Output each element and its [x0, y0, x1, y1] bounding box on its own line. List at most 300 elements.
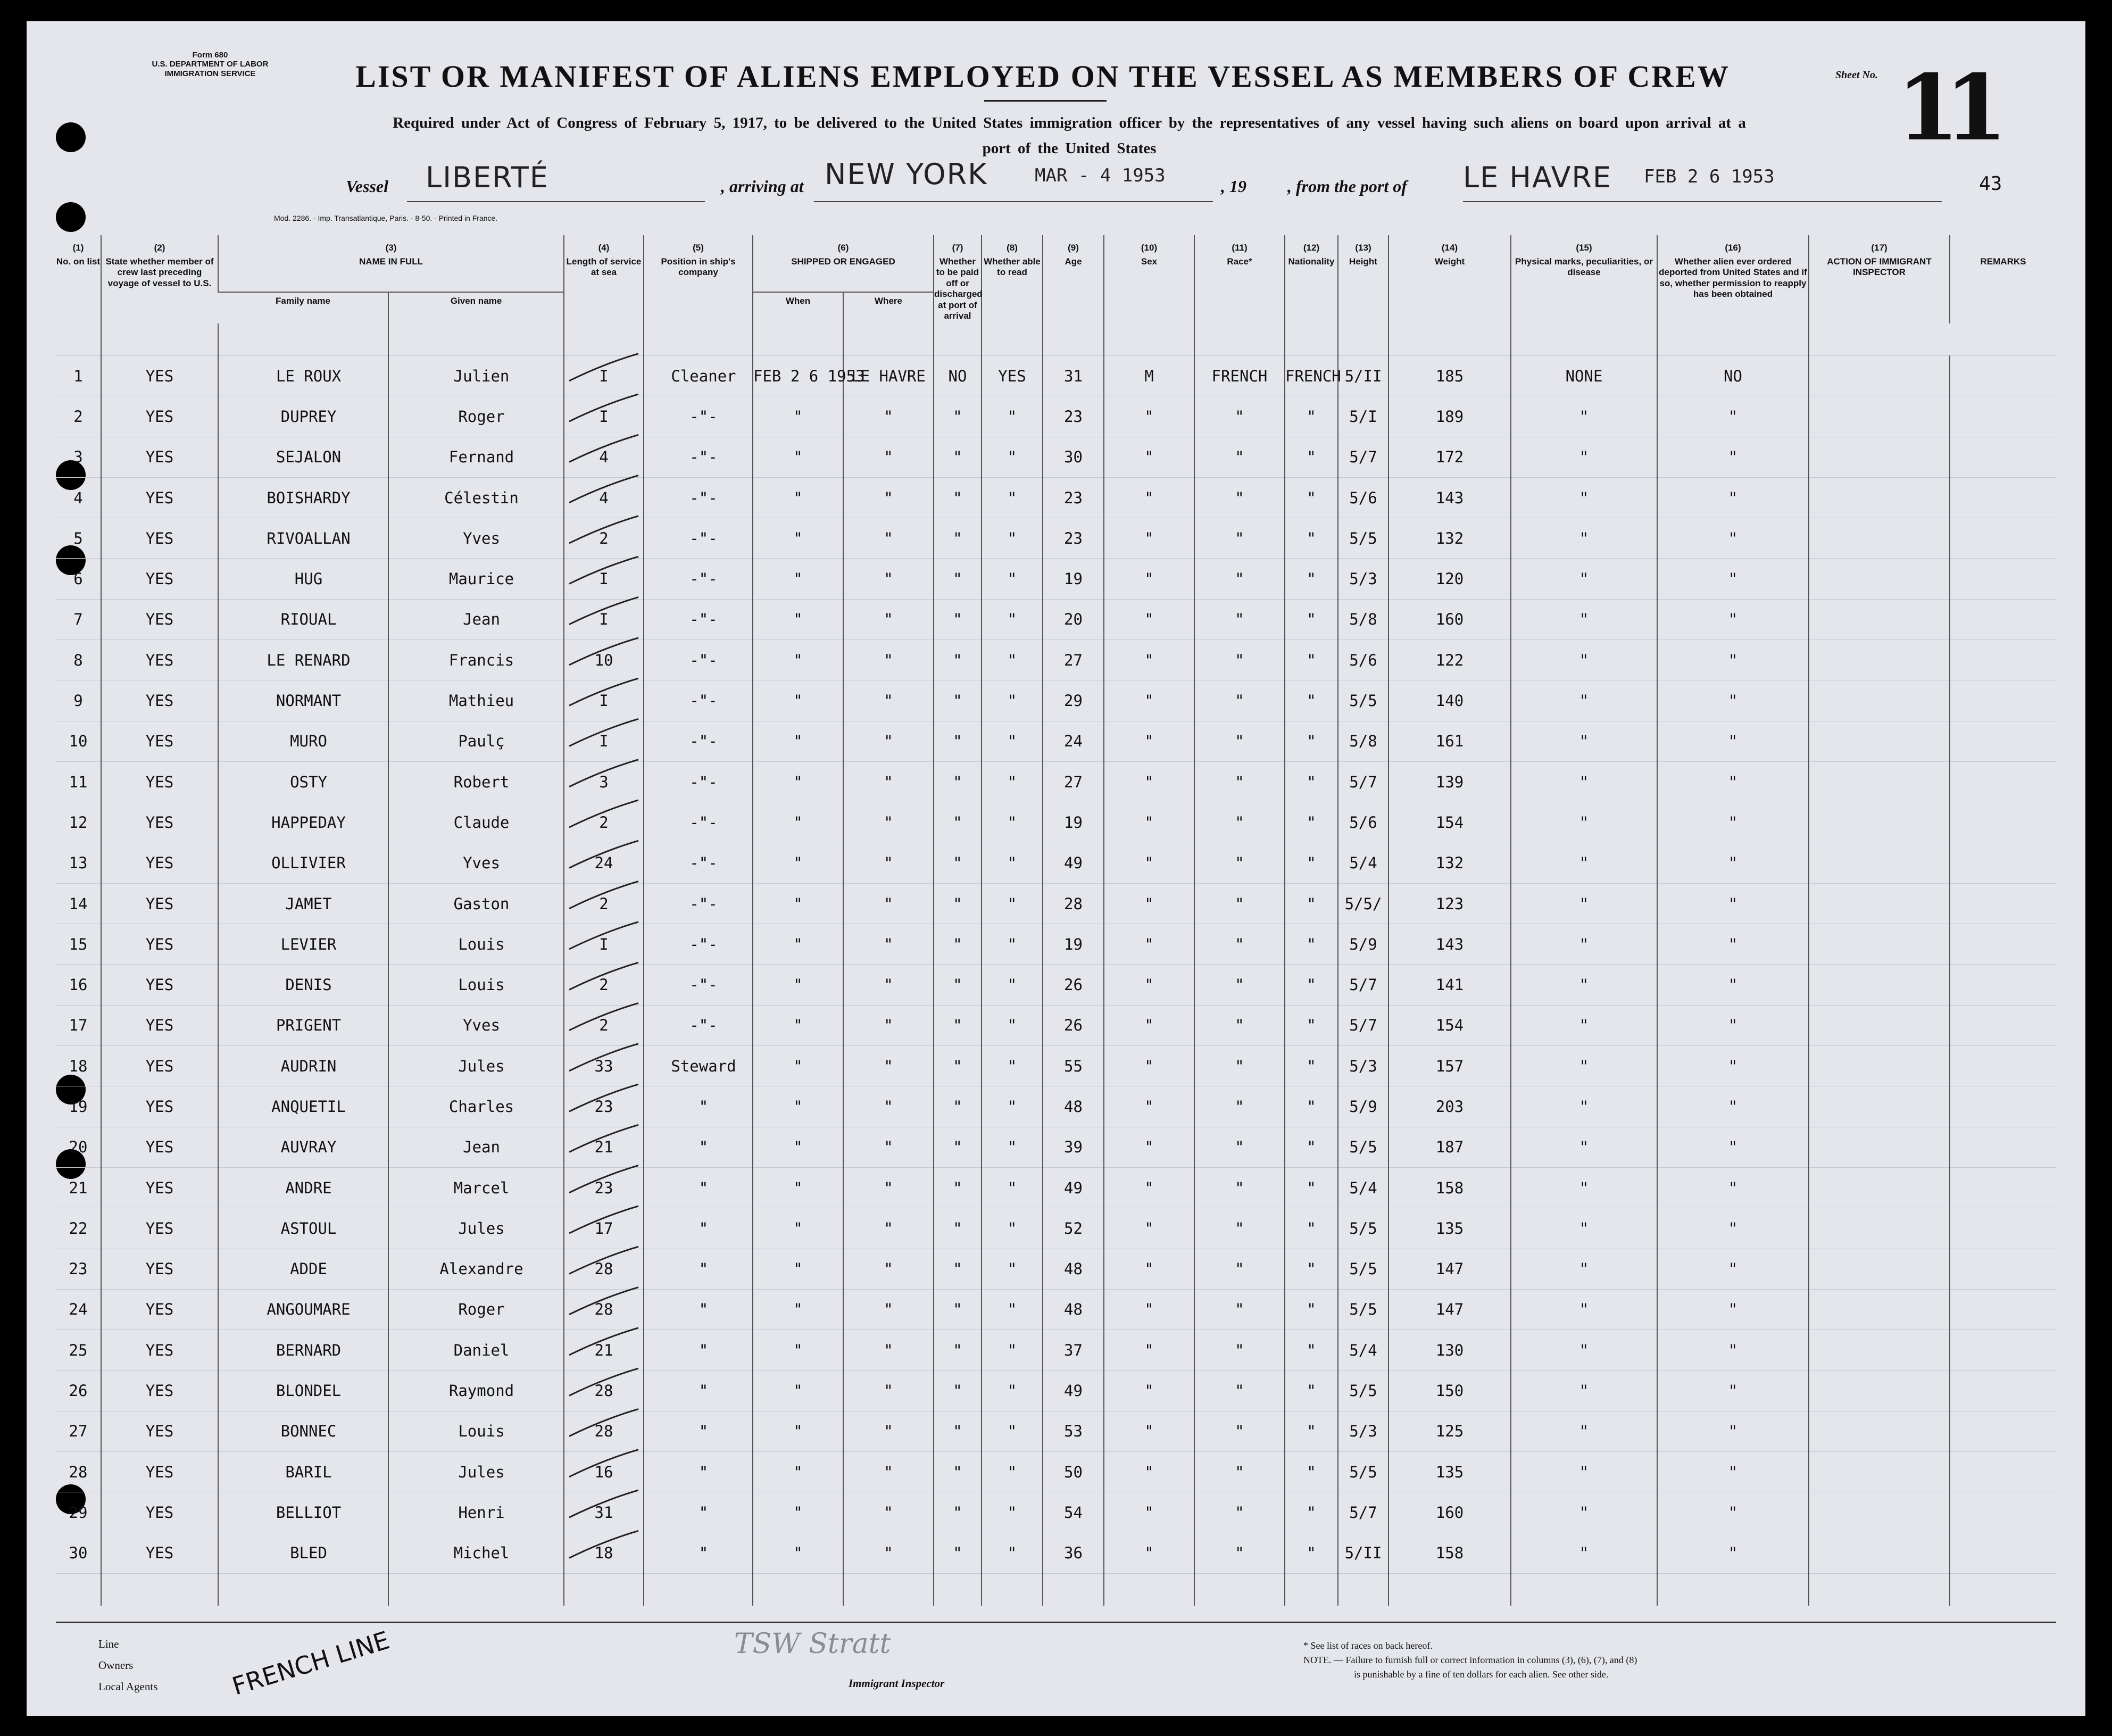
inspector-action-cell: [1809, 640, 1950, 680]
physical-marks-cell: ": [1511, 1411, 1657, 1451]
height-cell: 5/I: [1338, 396, 1388, 437]
remarks-cell: [1950, 1492, 2056, 1533]
inspector-action-cell: [1809, 1492, 1950, 1533]
able-to-read-cell: ": [982, 1127, 1043, 1167]
crew-row: [56, 518, 2056, 559]
height-cell: 5/7: [1338, 761, 1388, 802]
weight-cell: 172: [1388, 437, 1511, 477]
weight-cell: 160: [1388, 599, 1511, 639]
inspector-action-cell: [1809, 1005, 1950, 1045]
race-cell: ": [1194, 680, 1285, 721]
inspector-action-cell: [1809, 883, 1950, 924]
paid-off-cell: ": [934, 1370, 982, 1411]
header-paid-off: Whether to be paid off or discharged at port of arrival: [934, 253, 982, 323]
deported-cell: ": [1657, 721, 1809, 761]
inspector-action-cell: [1809, 761, 1950, 802]
position-cell: -"-: [644, 599, 753, 639]
sex-cell: ": [1104, 1533, 1194, 1573]
weight-cell: 122: [1388, 640, 1511, 680]
nationality-cell: ": [1285, 1046, 1338, 1086]
height-cell: 5/5: [1338, 1208, 1388, 1249]
able-to-read-cell: ": [982, 1167, 1043, 1208]
arrival-port: NEW YORK: [825, 157, 988, 191]
remarks-cell: [1950, 559, 2056, 599]
height-cell: 5/5: [1338, 1249, 1388, 1289]
remarks-cell: [1950, 924, 2056, 965]
deported-cell: ": [1657, 437, 1809, 477]
weight-cell: 123: [1388, 883, 1511, 924]
form-subtitle: [218, 111, 1920, 162]
age-cell: 48: [1043, 1289, 1104, 1330]
given-name-cell: Louis: [388, 1411, 564, 1451]
paid-off-cell: ": [934, 559, 982, 599]
row-number: 7: [56, 599, 101, 639]
deported-cell: ": [1657, 680, 1809, 721]
sex-cell: ": [1104, 1005, 1194, 1045]
deported-cell: ": [1657, 924, 1809, 965]
paid-off-cell: ": [934, 1086, 982, 1127]
prior-voyage-cell: YES: [101, 559, 218, 599]
nationality-cell: ": [1285, 680, 1338, 721]
height-cell: 5/II: [1338, 356, 1388, 396]
page-number: 43: [1979, 173, 2002, 195]
paid-off-cell: ": [934, 924, 982, 965]
paid-off-cell: ": [934, 1452, 982, 1492]
height-cell: 5/5: [1338, 518, 1388, 559]
family-name-cell: BLED: [218, 1533, 388, 1573]
row-number: 21: [56, 1167, 101, 1208]
row-number: 11: [56, 761, 101, 802]
position-cell: -"-: [644, 802, 753, 843]
prior-voyage-cell: YES: [101, 518, 218, 559]
family-name-cell: LE RENARD: [218, 640, 388, 680]
weight-cell: 147: [1388, 1249, 1511, 1289]
shipped-when-cell: ": [753, 1370, 843, 1411]
deported-cell: ": [1657, 599, 1809, 639]
race-cell: ": [1194, 1452, 1285, 1492]
height-cell: 5/7: [1338, 965, 1388, 1005]
header-physical-marks: Physical marks, peculiarities, or disease: [1511, 253, 1657, 323]
position-cell: -"-: [644, 761, 753, 802]
age-cell: 53: [1043, 1411, 1104, 1451]
row-number: 17: [56, 1005, 101, 1045]
crew-row: [56, 1492, 2056, 1533]
weight-cell: 203: [1388, 1086, 1511, 1127]
header-given-name: Given name: [388, 292, 564, 323]
prior-voyage-cell: YES: [101, 1533, 218, 1573]
given-name-cell: Claude: [388, 802, 564, 843]
physical-marks-cell: ": [1511, 518, 1657, 559]
height-cell: 5/8: [1338, 721, 1388, 761]
race-cell: ": [1194, 1370, 1285, 1411]
deported-cell: ": [1657, 1411, 1809, 1451]
able-to-read-cell: ": [982, 1492, 1043, 1533]
family-name-cell: MURO: [218, 721, 388, 761]
prior-voyage-cell: YES: [101, 437, 218, 477]
remarks-cell: [1950, 721, 2056, 761]
paid-off-cell: ": [934, 1330, 982, 1370]
service-length-cell: 2: [564, 518, 644, 559]
family-name-cell: HUG: [218, 559, 388, 599]
column-number-row: [56, 235, 2056, 253]
nationality-cell: ": [1285, 965, 1338, 1005]
paid-off-cell: ": [934, 721, 982, 761]
physical-marks-cell: ": [1511, 680, 1657, 721]
crew-row: [56, 843, 2056, 883]
height-cell: 5/4: [1338, 843, 1388, 883]
shipped-when-cell: ": [753, 1411, 843, 1451]
sex-cell: ": [1104, 1452, 1194, 1492]
family-name-cell: ANGOUMARE: [218, 1289, 388, 1330]
weight-cell: 158: [1388, 1533, 1511, 1573]
inspector-action-cell: [1809, 1046, 1950, 1086]
crew-row: [56, 1005, 2056, 1045]
position-cell: ": [644, 1289, 753, 1330]
age-cell: 23: [1043, 477, 1104, 518]
weight-cell: 141: [1388, 965, 1511, 1005]
given-name-cell: Paulç: [388, 721, 564, 761]
age-cell: 26: [1043, 965, 1104, 1005]
prior-voyage-cell: YES: [101, 1411, 218, 1451]
service-length-cell: 33: [564, 1046, 644, 1086]
local-agents-label: Local Agents: [98, 1680, 158, 1693]
shipped-when-cell: ": [753, 477, 843, 518]
shipped-when-cell: ": [753, 883, 843, 924]
sex-cell: ": [1104, 559, 1194, 599]
age-cell: 27: [1043, 640, 1104, 680]
paid-off-cell: ": [934, 680, 982, 721]
prior-voyage-cell: YES: [101, 477, 218, 518]
able-to-read-cell: ": [982, 1208, 1043, 1249]
prior-voyage-cell: YES: [101, 924, 218, 965]
family-name-cell: BELLIOT: [218, 1492, 388, 1533]
able-to-read-cell: ": [982, 559, 1043, 599]
crew-row: [56, 559, 2056, 599]
age-cell: 39: [1043, 1127, 1104, 1167]
prior-voyage-cell: YES: [101, 1330, 218, 1370]
family-name-cell: LE ROUX: [218, 356, 388, 396]
sex-cell: ": [1104, 477, 1194, 518]
race-cell: ": [1194, 883, 1285, 924]
deported-cell: ": [1657, 477, 1809, 518]
race-cell: ": [1194, 477, 1285, 518]
nationality-cell: ": [1285, 721, 1338, 761]
row-number: 22: [56, 1208, 101, 1249]
weight-cell: 125: [1388, 1411, 1511, 1451]
given-name-cell: Daniel: [388, 1330, 564, 1370]
row-number: 29: [56, 1492, 101, 1533]
paid-off-cell: NO: [934, 356, 982, 396]
paid-off-cell: ": [934, 1127, 982, 1167]
position-cell: ": [644, 1330, 753, 1370]
sex-cell: ": [1104, 1370, 1194, 1411]
shipped-when-cell: ": [753, 437, 843, 477]
nationality-cell: ": [1285, 396, 1338, 437]
family-name-cell: PRIGENT: [218, 1005, 388, 1045]
paid-off-cell: ": [934, 1249, 982, 1289]
race-cell: ": [1194, 721, 1285, 761]
shipped-where-cell: ": [843, 924, 934, 965]
fill-line: [814, 201, 1213, 202]
given-name-cell: Alexandre: [388, 1249, 564, 1289]
physical-marks-cell: ": [1511, 1167, 1657, 1208]
shipped-when-cell: ": [753, 640, 843, 680]
col-number: (4): [564, 235, 644, 253]
header-sex: Sex: [1104, 253, 1194, 323]
header-when: When: [753, 292, 843, 323]
punch-hole: [56, 202, 86, 232]
race-footnote: * See list of races on back hereof.: [1303, 1640, 1433, 1651]
family-name-cell: HAPPEDAY: [218, 802, 388, 843]
service-length-cell: 2: [564, 965, 644, 1005]
sex-cell: ": [1104, 721, 1194, 761]
header-family-name: Family name: [276, 296, 330, 306]
height-cell: 5/4: [1338, 1330, 1388, 1370]
inspector-action-cell: [1809, 599, 1950, 639]
paid-off-cell: ": [934, 843, 982, 883]
able-to-read-cell: ": [982, 924, 1043, 965]
able-to-read-cell: ": [982, 1411, 1043, 1451]
col-number: (13): [1338, 235, 1388, 253]
shipped-where-cell: ": [843, 802, 934, 843]
nationality-cell: ": [1285, 1208, 1338, 1249]
sex-cell: ": [1104, 1086, 1194, 1127]
position-cell: ": [644, 1533, 753, 1573]
prior-voyage-cell: YES: [101, 1167, 218, 1208]
age-cell: 20: [1043, 599, 1104, 639]
shipped-where-cell: ": [843, 761, 934, 802]
paid-off-cell: ": [934, 761, 982, 802]
physical-marks-cell: ": [1511, 843, 1657, 883]
row-number: 30: [56, 1533, 101, 1573]
prior-voyage-cell: YES: [101, 843, 218, 883]
given-name-cell: Louis: [388, 924, 564, 965]
header-where: Where: [843, 292, 934, 323]
weight-cell: 147: [1388, 1289, 1511, 1330]
given-name-cell: Maurice: [388, 559, 564, 599]
family-name-cell: RIOUAL: [218, 599, 388, 639]
shipped-where-cell: ": [843, 1208, 934, 1249]
given-name-cell: Roger: [388, 1289, 564, 1330]
family-name-cell: AUVRAY: [218, 1127, 388, 1167]
position-cell: ": [644, 1452, 753, 1492]
position-cell: -"-: [644, 965, 753, 1005]
race-cell: ": [1194, 1533, 1285, 1573]
deported-cell: ": [1657, 1289, 1809, 1330]
shipped-when-cell: ": [753, 1208, 843, 1249]
physical-marks-cell: ": [1511, 1492, 1657, 1533]
service-length-cell: 4: [564, 437, 644, 477]
sex-cell: ": [1104, 640, 1194, 680]
prior-voyage-cell: YES: [101, 1452, 218, 1492]
inspector-action-cell: [1809, 1086, 1950, 1127]
sex-cell: ": [1104, 1046, 1194, 1086]
age-cell: 19: [1043, 559, 1104, 599]
shipped-where-cell: ": [843, 437, 934, 477]
inspector-label: Immigrant Inspector: [849, 1677, 945, 1690]
service-length-cell: I: [564, 924, 644, 965]
departure-date-stamp: FEB 2 6 1953: [1644, 166, 1775, 187]
crew-manifest-table: [56, 235, 2056, 1606]
sex-cell: ": [1104, 883, 1194, 924]
able-to-read-cell: ": [982, 1370, 1043, 1411]
service-length-cell: 28: [564, 1249, 644, 1289]
col-number: (12): [1285, 235, 1338, 253]
race-cell: ": [1194, 1249, 1285, 1289]
shipped-when-cell: ": [753, 680, 843, 721]
inspector-action-cell: [1809, 1249, 1950, 1289]
age-cell: 24: [1043, 721, 1104, 761]
inspector-action-cell: [1809, 843, 1950, 883]
paid-off-cell: ": [934, 883, 982, 924]
row-number: 10: [56, 721, 101, 761]
deported-cell: ": [1657, 802, 1809, 843]
sex-cell: ": [1104, 1167, 1194, 1208]
prior-voyage-cell: YES: [101, 1127, 218, 1167]
position-cell: -"-: [644, 559, 753, 599]
family-name-cell: BLONDEL: [218, 1370, 388, 1411]
prior-voyage-cell: YES: [101, 1289, 218, 1330]
departure-port: LE HAVRE: [1463, 161, 1612, 194]
service-length-cell: 4: [564, 477, 644, 518]
header-race: Race*: [1194, 253, 1285, 323]
inspector-action-cell: [1809, 924, 1950, 965]
service-length-cell: I: [564, 396, 644, 437]
remarks-cell: [1950, 1452, 2056, 1492]
position-cell: -"-: [644, 437, 753, 477]
sex-cell: ": [1104, 965, 1194, 1005]
race-cell: ": [1194, 1127, 1285, 1167]
physical-marks-cell: ": [1511, 1046, 1657, 1086]
position-cell: Cleaner: [644, 356, 753, 396]
height-cell: 5/4: [1338, 1167, 1388, 1208]
height-cell: 5/6: [1338, 477, 1388, 518]
sex-cell: ": [1104, 680, 1194, 721]
sheet-number: 11: [1897, 55, 1993, 161]
crew-row: [56, 356, 2056, 396]
shipped-where-cell: ": [843, 1086, 934, 1127]
given-name-cell: Julien: [388, 356, 564, 396]
position-cell: -"-: [644, 518, 753, 559]
remarks-cell: [1950, 396, 2056, 437]
family-name-cell: BARIL: [218, 1452, 388, 1492]
nationality-cell: ": [1285, 1492, 1338, 1533]
height-cell: 5/II: [1338, 1533, 1388, 1573]
height-cell: 5/5: [1338, 1370, 1388, 1411]
shipped-when-cell: ": [753, 1086, 843, 1127]
remarks-cell: [1950, 1127, 2056, 1167]
shipped-where-cell: ": [843, 1370, 934, 1411]
physical-marks-cell: ": [1511, 1452, 1657, 1492]
deported-cell: ": [1657, 1249, 1809, 1289]
weight-cell: 161: [1388, 721, 1511, 761]
prior-voyage-cell: YES: [101, 599, 218, 639]
position-cell: -"-: [644, 843, 753, 883]
race-cell: ": [1194, 437, 1285, 477]
shipped-where-cell: ": [843, 599, 934, 639]
crew-row: [56, 1330, 2056, 1370]
weight-cell: 132: [1388, 843, 1511, 883]
crew-row: [56, 599, 2056, 639]
sex-cell: ": [1104, 518, 1194, 559]
shipped-when-cell: ": [753, 1167, 843, 1208]
shipped-when-cell: ": [753, 518, 843, 559]
given-name-cell: Louis: [388, 965, 564, 1005]
age-cell: 55: [1043, 1046, 1104, 1086]
inspector-action-cell: [1809, 1533, 1950, 1573]
prior-voyage-cell: YES: [101, 965, 218, 1005]
crew-row: [56, 1370, 2056, 1411]
family-name-cell: ANDRE: [218, 1167, 388, 1208]
crew-row: [56, 1289, 2056, 1330]
position-cell: ": [644, 1411, 753, 1451]
paid-off-cell: ": [934, 802, 982, 843]
height-cell: 5/3: [1338, 1046, 1388, 1086]
weight-cell: 135: [1388, 1452, 1511, 1492]
shipped-when-cell: ": [753, 965, 843, 1005]
height-cell: 5/5: [1338, 680, 1388, 721]
weight-cell: 154: [1388, 802, 1511, 843]
race-cell: ": [1194, 1492, 1285, 1533]
race-cell: ": [1194, 518, 1285, 559]
shipped-where-cell: ": [843, 1249, 934, 1289]
inspector-action-cell: [1809, 721, 1950, 761]
height-cell: 5/9: [1338, 924, 1388, 965]
nationality-cell: FRENCH: [1285, 356, 1338, 396]
row-number: 4: [56, 477, 101, 518]
french-line-stamp: FRENCH LINE: [229, 1625, 393, 1701]
crew-row: [56, 437, 2056, 477]
remarks-cell: [1950, 761, 2056, 802]
sex-cell: ": [1104, 1208, 1194, 1249]
remarks-cell: [1950, 1046, 2056, 1086]
shipped-when-cell: ": [753, 843, 843, 883]
position-cell: Steward: [644, 1046, 753, 1086]
shipped-when-cell: ": [753, 1289, 843, 1330]
service-length-cell: 21: [564, 1127, 644, 1167]
nationality-cell: ": [1285, 1249, 1338, 1289]
col-number: (7): [934, 235, 982, 253]
physical-marks-cell: ": [1511, 721, 1657, 761]
remarks-cell: [1950, 1411, 2056, 1451]
inspector-action-cell: [1809, 1127, 1950, 1167]
able-to-read-cell: ": [982, 965, 1043, 1005]
age-cell: 26: [1043, 1005, 1104, 1045]
penalty-note-continued: is punishable by a fine of ten dollars for each alien. See other side.: [1354, 1669, 1609, 1680]
family-name-cell: NORMANT: [218, 680, 388, 721]
prior-voyage-cell: YES: [101, 883, 218, 924]
row-number: 28: [56, 1452, 101, 1492]
race-cell: ": [1194, 559, 1285, 599]
age-cell: 49: [1043, 843, 1104, 883]
position-cell: -"-: [644, 883, 753, 924]
physical-marks-cell: ": [1511, 599, 1657, 639]
paid-off-cell: ": [934, 599, 982, 639]
race-cell: ": [1194, 1086, 1285, 1127]
position-cell: ": [644, 1492, 753, 1533]
family-name-cell: BOISHARDY: [218, 477, 388, 518]
weight-cell: 135: [1388, 1208, 1511, 1249]
nationality-cell: ": [1285, 477, 1338, 518]
family-name-cell: SEJALON: [218, 437, 388, 477]
given-name-cell: Fernand: [388, 437, 564, 477]
able-to-read-cell: ": [982, 477, 1043, 518]
header-able-to-read: Whether able to read: [982, 253, 1043, 323]
race-cell: ": [1194, 1289, 1285, 1330]
family-name-cell: ASTOUL: [218, 1208, 388, 1249]
header-remarks: REMARKS: [1950, 253, 2056, 323]
able-to-read-cell: ": [982, 843, 1043, 883]
